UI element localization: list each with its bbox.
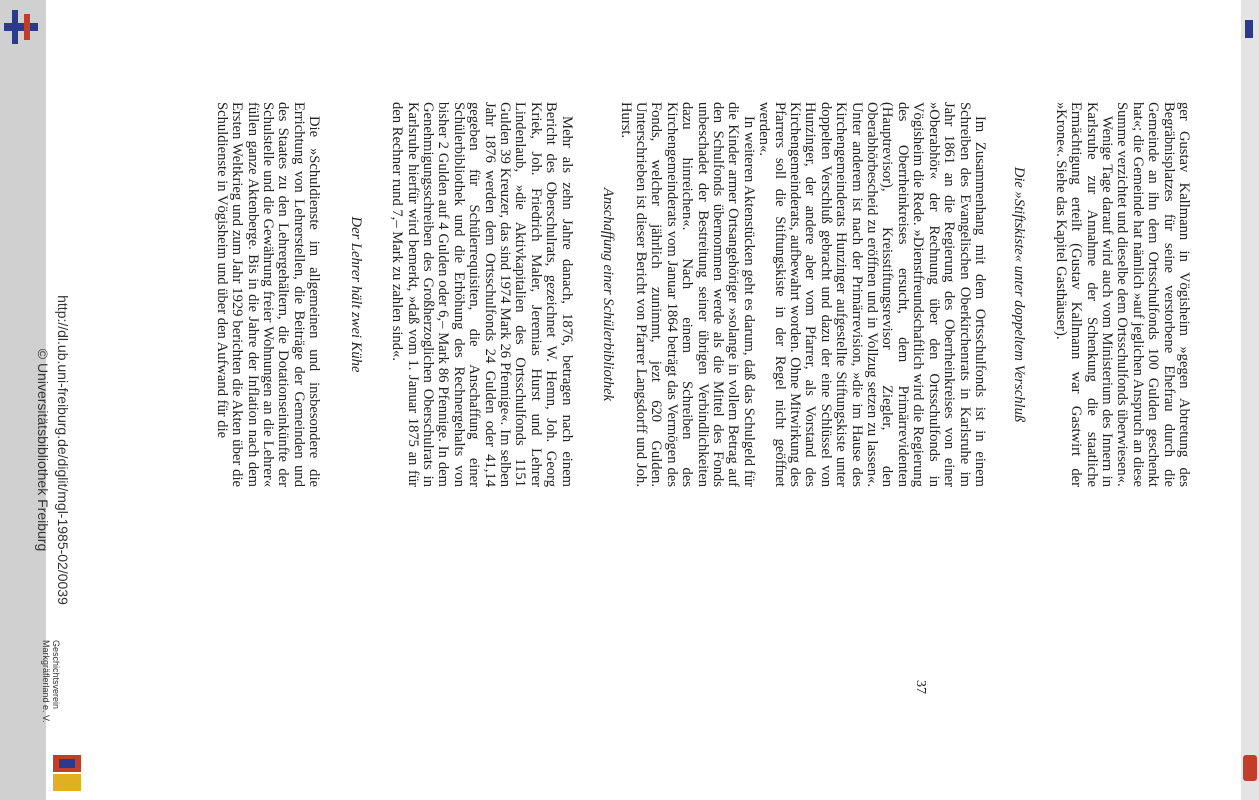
crest-icon	[53, 755, 81, 791]
paragraph: Mehr als zehn Jahre danach, 1876, betragen nach einem Bericht des Oberschulrats, gezeichnet W. Hemn, Joh. Georg Kriek, Joh. Friedrich Maler, Jeremias Hurst und Lehrer Lindenlaub, »die Aktivkapitalien des Ortsschulfonds 1151 Gulden 39 Kreuzer, das sind 1974 Mark 26 Pfennige«. Im selben Jahr 1876 werden dem Ortsschulfonds 24 Gulden oder 41,14 gegeben für Schülerrequisiten, die Anschaffung einer Schülerbibliothek und die Erhöhung des Rechnergehalts von bisher 2 Gulden auf 4 Gulden oder 6,– Mark 86 Pfennige. In dem Genehmigungsschreiben des Großherzoglichen Oberschulrats in Karlsruhe hierfür wird bemerkt, »daß vom 1. Januar 1875 an für den Rechner rund 7,– Mark zu zahlen sind«.	[389, 102, 575, 487]
section-heading: Anschaffung einer Schülerbibliothek	[600, 187, 616, 402]
section-heading: Die »Stiftskiste« unter doppeltem Verschluß	[1011, 166, 1028, 423]
logo-icon	[4, 10, 38, 44]
text-column-lower	[213, 102, 615, 487]
section-heading: Der Lehrer hält zwei Kühe	[347, 216, 364, 373]
text-column-upper	[617, 102, 1191, 487]
paragraph: Im Zusammenhang mit dem Ortsschulfonds ist in einem Schreiben des Evangelischen Oberkirchenrats in Karlsruhe im Jahr 1861 an die Regierung des Oberrheinkreises von einer »Oberabhör« der Rechnung über den Ortsschulfonds in Vögisheim die Rede. »Dienstfreundschaftlich wird die Regierung des Oberrheinkreises ersucht, dem Primärrevidenten (Hauptrevisor), Kreisstiftungsrevisor Ziegler, den Oberabhörbescheid zu eröffnen und in Vollzug setzen zu lassen«. Unter anderem ist nach der Primärrevision, »die im Hause des Kirchengemeinderats Hunzinger aufgestellte Stiftungskiste unter doppelten Verschluß gebracht und dazu der eine Schlüssel von Hunzinger, der andere aber vom Pfarrer, als Vorstand des Kirchengemeinderats, aufbewahrt worden. Ohne Mitwirkung des Pfarrers soll die Stiftungskiste in der Regel nicht geöffnet werden«.	[756, 102, 988, 487]
copyright-notice: © Universitätsbibliothek Freiburg	[35, 348, 51, 552]
paragraph: ger Gustav Kallmann in Vögisheim »gegen Abtretung des Begräbnisplatzes für seine verstorbene Ehefrau durch die Gemeinde an ihn dem Ortsschulfonds 100 Gulden geschenkt hat«; die Gemeinde hat nämlich »auf jeglichen Anspruch an diese Summe verzichtet und dieselbe dem Ortsschulfonds überwiesen«.	[1114, 102, 1192, 487]
badge-icon	[1243, 755, 1257, 781]
right-viewer-sidebar	[1241, 0, 1259, 800]
scanned-page	[35, 0, 1241, 800]
publisher-name	[41, 640, 61, 750]
page-number: 37	[913, 680, 928, 694]
flag-icon	[1245, 20, 1253, 38]
publisher-line: Markgräflerland e. V.	[41, 640, 51, 723]
publisher-line: Geschichtsverein	[51, 640, 61, 710]
paragraph: In weiteren Aktenstücken geht es darum, daß das Schulgeld für die Kinder armer Ortsangehöriger »solange in vollem Betrag auf den Schulfonds übernommen werde als die Mittel des Fonds unbeschadet der Bestreitung seiner übrigen Verbindlichkeiten dazu hinreichen«. Nach einem Schreiben des Kirchengemeinderats vom Januar 1864 beträgt das Vermögen des Fonds, welcher jährlich zunimmt, jezt 620 Gulden. Unterschrieben ist dieser Bericht von Pfarrer Langsdorff und Joh. Hurst.	[617, 102, 757, 487]
paragraph: Wenige Tage darauf wird auch vom Ministerium des Innern in Karlsruhe zur Annahme der Schenkung die staatliche Ermächtigung erteilt (Gustav Kallmann war Gastwirt der »Krone«. Siehe das Kapitel Gasthäuser).	[1052, 102, 1115, 487]
rotated-page-content	[35, 0, 1241, 800]
document-url[interactable]: http://dl.ub.uni-freiburg.de/diglit/mgl-1985-02/0039	[55, 295, 71, 605]
paragraph: Die »Schuldienste im allgemeinen und insbesondere die Errichtung von Lehrerstellen, die Beiträge der Gemeinden und des Staates zu den Lehrergehältern, die Dotationseinkünfte der Schulstelle und die Gewährung freier Wohnungen an die Lehrer« füllen ganze Aktenberge. Bis in die Jahre der Inflation nach dem Ersten Weltkrieg und zum Jahr 1929 berichten die Akten über die Schuldienste in Vögisheim und über den Aufwand für die	[213, 102, 323, 487]
